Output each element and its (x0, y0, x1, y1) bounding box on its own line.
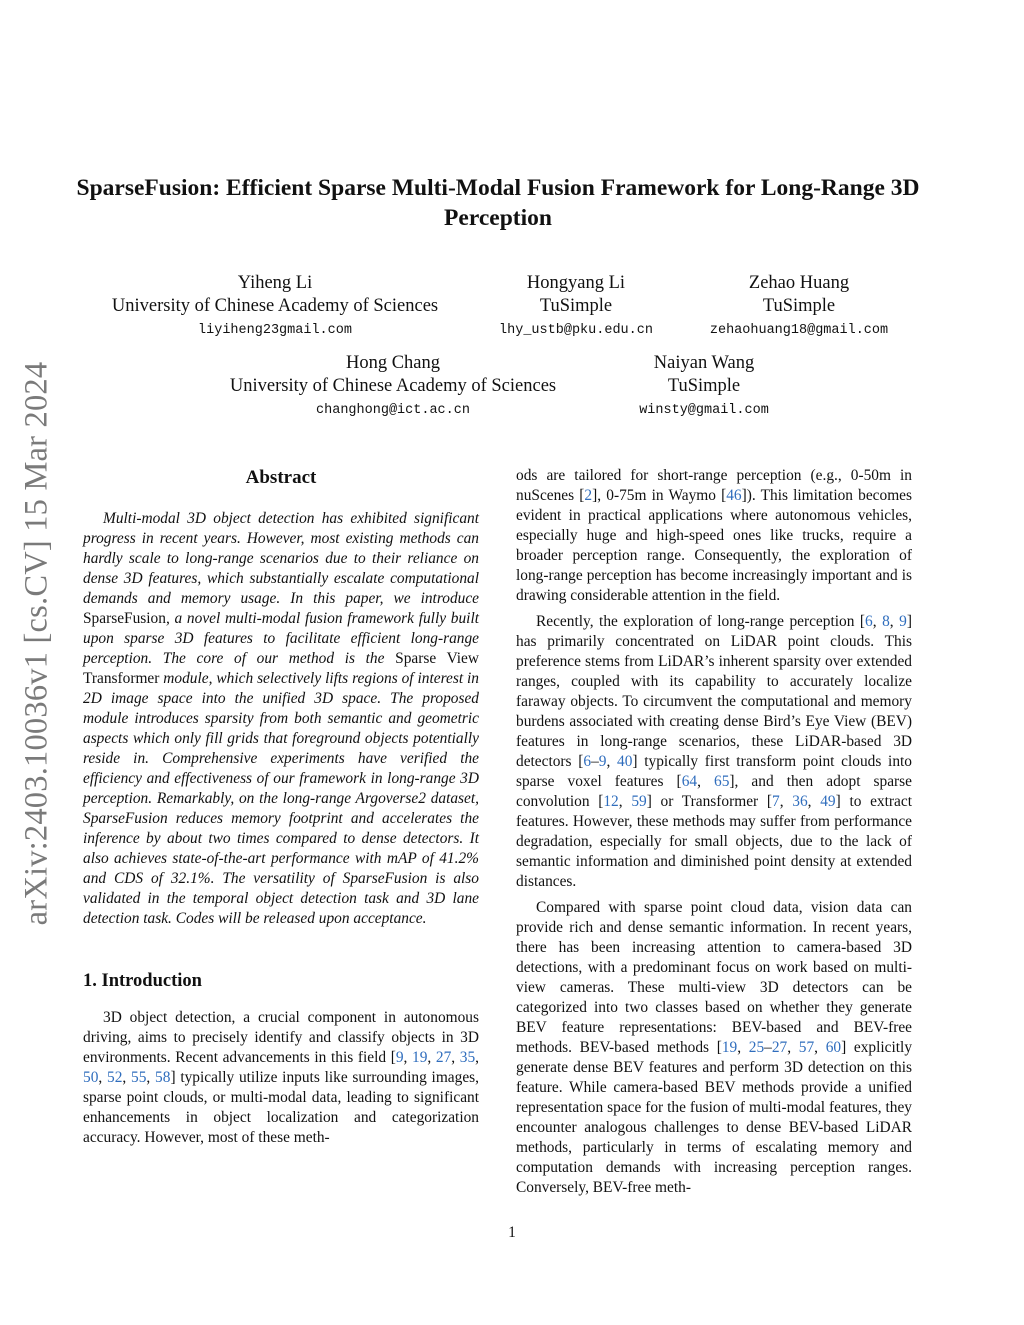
citation-link[interactable]: 59 (631, 793, 647, 810)
author-affiliation: TuSimple (667, 376, 741, 396)
left-column (83, 466, 479, 1148)
author-affiliation: TuSimple (539, 296, 613, 316)
citation-link[interactable]: 50 (83, 1069, 99, 1086)
paper-title: SparseFusion: Efficient Sparse Multi-Modal Fusion Framework for Long-Range 3D Perception (76, 175, 920, 231)
abstract-text: Multi-modal 3D object detection has exhibited significant progress in recent years. However, most existing methods can hardly scale to long-range scenarios due to their reliance on dense 3D features, which substantially escalate computational demands and memory usage. In this paper, we introduce SparseFusion, a novel multi-modal fusion framework fully built upon sparse 3D features to facilitate efficient long-range perception. The core of our method is the Sparse View Transformer module, which selectively lifts regions of interest in 2D image space into the unified 3D space. The proposed module introduces sparsity from both semantic and geometric aspects which only fill grids that foreground objects potentially reside in. Comprehensive experiments have verified the efficiency and effectiveness of our framework in long-range 3D perception. Remarkably, on the long-range Argoverse2 dataset, SparseFusion reduces memory footprint and accelerates the inference by about two times compared to dense detectors. It also achieves state-of-the-art performance with mAP of 41.2% and CDS of 32.1%. The versatility of SparseFusion is also validated in the temporal object detection task and 3D lane detection task. Codes will be released upon acceptance. (83, 510, 480, 927)
citation-link[interactable]: 64 (681, 773, 698, 790)
citation-link[interactable]: 55 (131, 1069, 147, 1086)
author-block (696, 272, 902, 341)
citation-link[interactable]: 58 (155, 1069, 171, 1086)
author-name: Yiheng Li (237, 273, 313, 293)
author-affiliation: TuSimple (762, 296, 836, 316)
author-name: Zehao Huang (748, 273, 850, 293)
citation-link[interactable]: 2 (584, 487, 593, 504)
intro-paragraph-3: Compared with sparse point cloud data, vision data can provide rich and dense semantic information. In recent years, there has been increasing attention to camera-based 3D detections, with a predominant focus on work based on multi-view cameras. These multi-view 3D detectors can be categorized into two classes based on whether they generate BEV feature representations: BEV-based and BEV-free methods. BEV-based methods [19, 25–27, 57, 60] explicitly generate dense BEV features and perform 3D detection on this feature. While camera-based BEV methods provide a unified representation space for the fusion of multi-modal features, they encounter analogous challenges to dense BEV-based LiDAR methods, particularly in terms of escalating memory and computation demands with increasing perception ranges. Conversely, BEV-free meth- (516, 899, 913, 1196)
citation-link[interactable]: 40 (617, 753, 633, 770)
author-affiliation: University of Chinese Academy of Sciences (111, 296, 439, 316)
citation-link[interactable]: 19 (412, 1049, 428, 1066)
right-column (516, 466, 912, 1198)
abstract-heading: Abstract (245, 467, 317, 488)
citation-link[interactable]: 36 (792, 793, 808, 810)
citation-link[interactable]: 25 (748, 1039, 765, 1056)
author-block (476, 272, 676, 341)
citation-link[interactable]: 46 (726, 487, 742, 504)
author-name: Hong Chang (345, 353, 441, 373)
author-affiliation: University of Chinese Academy of Sciences (229, 376, 557, 396)
citation-link[interactable]: 49 (820, 793, 836, 810)
intro-paragraph-1-continued: ods are tailored for short-range perception (e.g., 0-50m in nuScenes [2], 0-75m in Waymo [46]). This limitation becomes evident in practical applications where autonomous vehicles, especially huge and high-speed ones like trucks, require a broader perception range. Consequently, the exploration of long-range perception has become increasingly important and is drawing considerable attention in the field. (516, 467, 912, 604)
author-block (216, 352, 570, 421)
citation-link[interactable]: 57 (798, 1039, 815, 1056)
author-name: Naiyan Wang (653, 353, 755, 373)
citation-link[interactable]: 19 (721, 1039, 738, 1056)
citation-link[interactable]: 8 (882, 613, 890, 630)
author-email[interactable]: liyiheng23gmail.com (198, 323, 352, 338)
citation-link[interactable]: 35 (459, 1049, 476, 1066)
citation-link[interactable]: 9 (395, 1049, 404, 1066)
author-block (98, 272, 452, 341)
citation-link[interactable]: 9 (598, 753, 607, 770)
author-block (614, 352, 794, 421)
citation-link[interactable]: 7 (772, 793, 780, 810)
page-number: 1 (508, 1224, 516, 1241)
citation-link[interactable]: 65 (714, 773, 730, 790)
intro-paragraph-1: 3D object detection, a crucial component in autonomous driving, aims to precisely identify and classify objects in 3D environments. Recent advancements in this field [9, 19, 27, 35, 50, 52, 55, 58] typically utilize inputs like surrounding images, sparse point clouds, or multi-modal data, leading to significant enhancements in object localization and categorization accuracy. However, most of these meth- (83, 1009, 480, 1146)
author-email[interactable]: zehaohuang18@gmail.com (709, 323, 889, 338)
section-heading-introduction: 1. Introduction (83, 971, 202, 991)
citation-link[interactable]: 12 (603, 793, 619, 810)
citation-link[interactable]: 27 (435, 1049, 452, 1066)
citation-link[interactable]: 9 (899, 613, 907, 630)
citation-link[interactable]: 6 (583, 753, 592, 770)
citation-link[interactable]: 6 (865, 613, 873, 630)
intro-paragraph-2: Recently, the exploration of long-range perception [6, 8, 9] has primarily concentrated on LiDAR point clouds. This preference stems from LiDAR’s inherent sparsity over extended ranges, coupled with its capability to accurately localize faraway objects. To circumvent the computational and memory burdens associated with creating dense Bird’s Eye View (BEV) features in long-range scenarios, these LiDAR-based 3D detectors [6–9, 40] typically first transform point clouds into sparse voxel features [64, 65], and then adopt sparse convolution [12, 59] or Transformer [7, 36, 49] to extract features. However, these methods may suffer from performance degradation, especially for small objects, due to the lack of semantic information and diminished point density at extended distances. (516, 613, 912, 890)
arxiv-stamp (2, 346, 72, 940)
author-email[interactable]: lhy_ustb@pku.edu.cn (499, 323, 653, 338)
citation-link[interactable]: 52 (107, 1069, 123, 1086)
citation-link[interactable]: 60 (825, 1039, 842, 1056)
author-email[interactable]: changhong@ict.ac.cn (316, 403, 470, 418)
citation-link[interactable]: 27 (771, 1039, 788, 1056)
arxiv-id: arXiv:2403.10036v1 [cs.CV] 15 Mar 2024 (18, 361, 55, 925)
author-email[interactable]: winsty@gmail.com (639, 403, 769, 418)
author-name: Hongyang Li (526, 273, 626, 293)
